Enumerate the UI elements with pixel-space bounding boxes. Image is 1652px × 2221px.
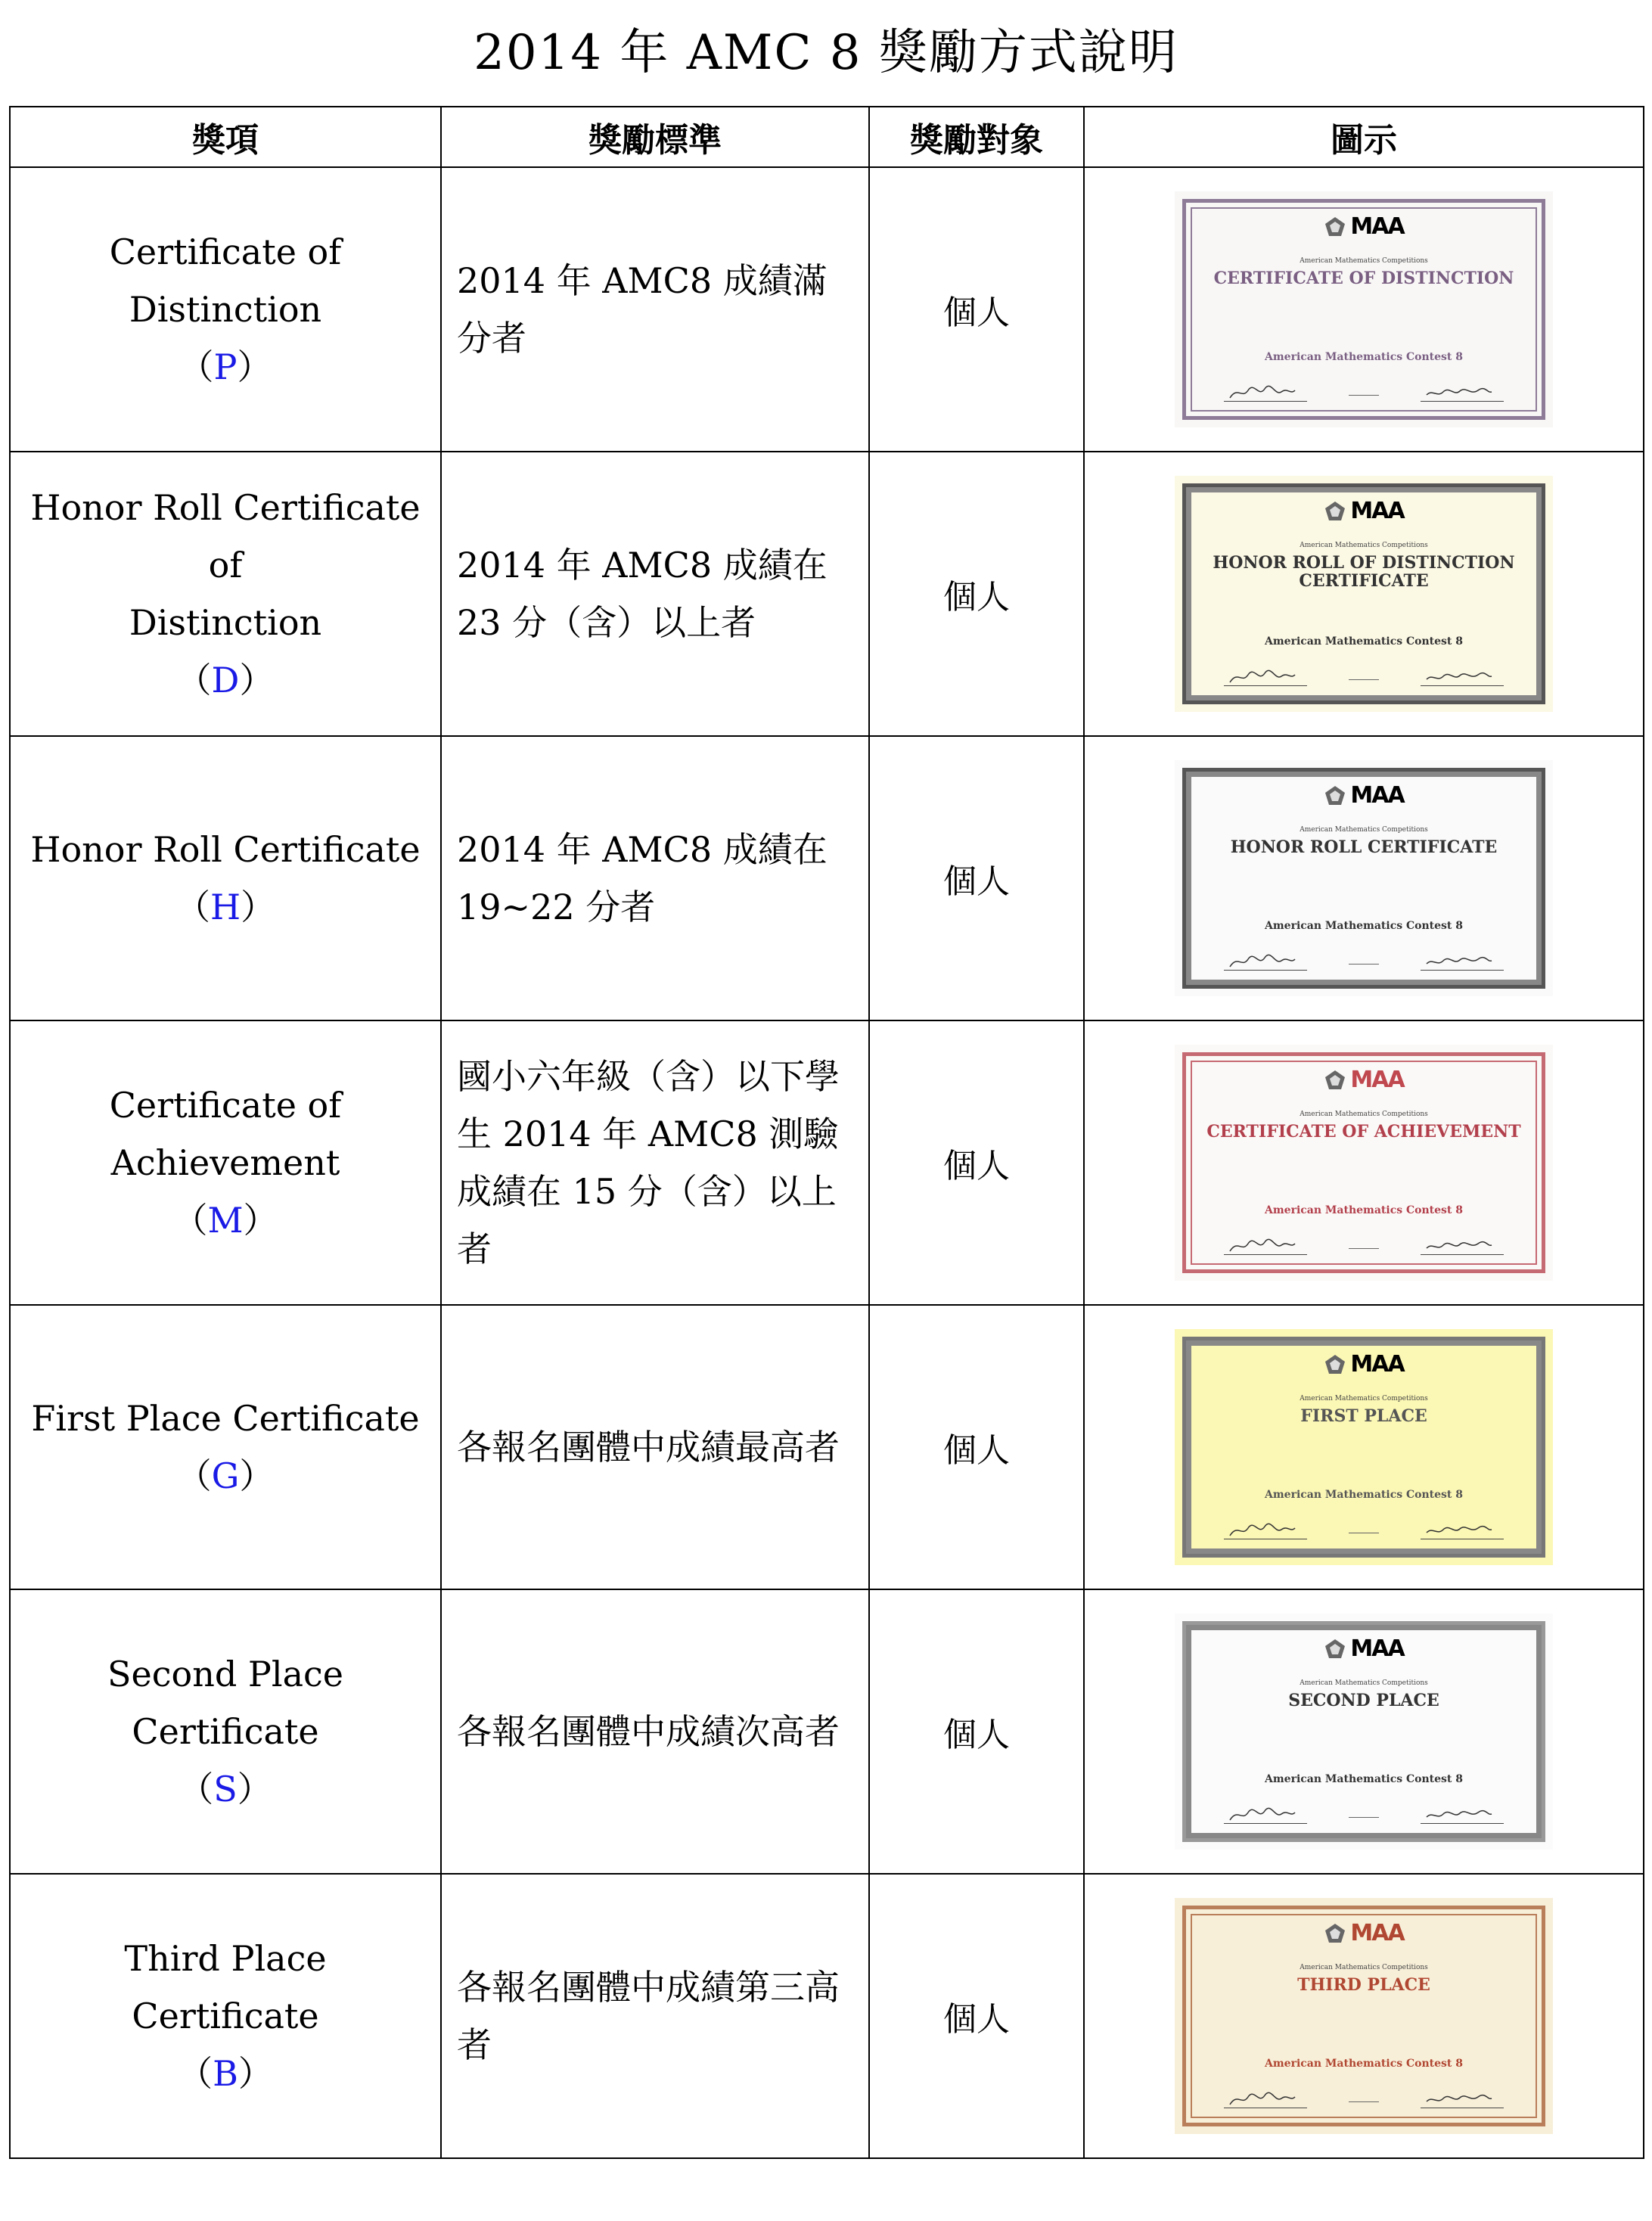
award-code-letter: M [207,1200,244,1241]
header-criteria: 獎勵標準 [441,107,869,167]
award-code-letter: D [211,660,240,700]
figure-cell [1084,1305,1644,1589]
signature-right [1421,2091,1504,2108]
figure-cell [1084,1589,1644,1874]
certificate-border [1182,1337,1545,1558]
award-name [26,1930,425,2045]
certificate-subtitle: American Mathematics Competitions [1300,257,1428,265]
maa-logo-text: MAA [1350,213,1404,240]
target-cell: 個人 [869,1874,1084,2158]
award-name-cell [10,736,441,1020]
maa-logo [1186,1351,1542,1386]
signature-date-line [1349,1817,1379,1818]
award-name-line: First Place Certificate [31,1398,420,1439]
maa-logo [1186,782,1542,817]
maa-logo-text: MAA [1350,498,1404,524]
certificate-subtitle: American Mathematics Competitions [1300,826,1428,834]
certificate-subtitle: American Mathematics Competitions [1300,1964,1428,1971]
maa-logo [1186,213,1542,248]
target-cell: 個人 [869,1305,1084,1589]
certificate-title: CERTIFICATE OF DISTINCTION [1213,269,1514,288]
certificate-contest: American Mathematics Contest 8 [1265,1489,1463,1501]
maa-logo-text: MAA [1350,1635,1404,1662]
signature-left [1224,384,1307,402]
certificate-title: HONOR ROLL CERTIFICATE [1230,837,1498,857]
certificate-title: SECOND PLACE [1288,1691,1439,1710]
award-code: （S） [179,1769,272,1809]
maa-logo-icon [1324,1922,1346,1945]
award-name-line: Third Place Certificate [124,1938,327,2036]
table-row [10,1020,1644,1305]
maa-logo-icon [1324,500,1346,523]
certificate-image [1175,760,1553,996]
awards-table-body [10,167,1644,2158]
certificate-border [1182,1052,1545,1273]
award-name-line: Honor Roll Certificate [30,829,421,870]
target-cell: 個人 [869,167,1084,452]
signature-right [1421,953,1504,971]
signature-left [1224,1238,1307,1255]
target-cell: 個人 [869,736,1084,1020]
certificate-subtitle: American Mathematics Competitions [1300,1110,1428,1118]
table-row [10,1305,1644,1589]
certificate-image [1175,1329,1553,1565]
award-name-cell [10,1020,441,1305]
award-name-cell [10,1874,441,2158]
certificate-border [1182,1621,1545,1842]
award-code: （H） [175,887,276,927]
criteria-cell: 各報名團體中成績次高者 [441,1589,869,1874]
certificate-contest: American Mathematics Contest 8 [1265,1204,1463,1216]
certificate-subtitle: American Mathematics Competitions [1300,1679,1428,1687]
certificate-border [1182,199,1545,420]
table-row [10,1874,1644,2158]
award-code: （B） [178,2053,273,2094]
maa-logo-icon [1324,784,1346,807]
table-header-row [10,107,1644,167]
signature-date-line [1349,679,1379,680]
award-code-letter: B [213,2053,238,2094]
signature-right [1421,669,1504,686]
certificate-title: CERTIFICATE OF ACHIEVEMENT [1206,1122,1521,1142]
signature-date-line [1349,2101,1379,2102]
certificate-image [1175,1898,1553,2134]
header-award: 獎項 [10,107,441,167]
award-name-line: Honor Roll Certificate of [30,487,421,586]
signature-date-line [1349,964,1379,965]
signature-left [1224,953,1307,971]
signature-left [1224,2091,1307,2108]
page-title: 2014 年 AMC 8 獎勵方式說明 [474,25,1178,81]
award-name-line: Second Place Certificate [107,1654,343,1752]
figure-cell [1084,736,1644,1020]
award-code-letter: S [213,1769,238,1809]
award-name-line: Achievement [110,1142,340,1183]
target-cell: 個人 [869,452,1084,736]
award-code: （G） [176,1455,275,1496]
award-name-line: Certificate of Distinction [109,231,342,330]
maa-logo-text: MAA [1350,1067,1404,1093]
table-row [10,736,1644,1020]
award-name [26,1390,425,1447]
criteria-cell: 國小六年級（含）以下學生 2014 年 AMC8 測驗成績在 15 分（含）以上者 [441,1020,869,1305]
certificate-title: THIRD PLACE [1297,1975,1430,1995]
award-name [26,1076,425,1191]
maa-logo-icon [1324,1353,1346,1376]
criteria-cell: 2014 年 AMC8 成績在 19~22 分者 [441,736,869,1020]
certificate-border [1182,1906,1545,2126]
award-name [26,223,425,338]
maa-logo [1186,1635,1542,1670]
certificate-contest: American Mathematics Contest 8 [1265,2058,1463,2070]
certificate-border [1182,768,1545,989]
award-code: （P） [179,346,272,387]
award-code: （D） [176,660,275,700]
signature-right [1421,1806,1504,1824]
table-row [10,1589,1644,1874]
award-name-line: Certificate of [109,1085,342,1126]
figure-cell [1084,1020,1644,1305]
certificate-image [1175,1045,1553,1281]
certificate-contest: American Mathematics Contest 8 [1265,920,1463,932]
signature-right [1421,384,1504,402]
criteria-cell: 2014 年 AMC8 成績在 23 分（含）以上者 [441,452,869,736]
award-code: （M） [172,1200,278,1241]
criteria-cell: 2014 年 AMC8 成績滿分者 [441,167,869,452]
awards-table [9,106,1644,2159]
maa-logo [1186,498,1542,533]
award-name-cell [10,1305,441,1589]
award-code-letter: H [210,887,241,927]
certificate-title: HONOR ROLL OF DISTINCTION CERTIFICATE [1213,553,1515,591]
award-code-letter: P [213,346,238,387]
maa-logo-text: MAA [1350,782,1404,809]
certificate-image [1175,476,1553,712]
signature-right [1421,1522,1504,1539]
award-name [26,479,425,651]
award-code-letter: G [211,1455,240,1496]
certificate-subtitle: American Mathematics Competitions [1300,1395,1428,1402]
maa-logo-icon [1324,216,1346,238]
signature-date-line [1349,1248,1379,1249]
criteria-cell: 各報名團體中成績第三高者 [441,1874,869,2158]
header-target: 獎勵對象 [869,107,1084,167]
certificate-contest: American Mathematics Contest 8 [1265,1773,1463,1785]
header-figure: 圖示 [1084,107,1644,167]
target-cell: 個人 [869,1020,1084,1305]
award-name-cell [10,452,441,736]
signature-left [1224,669,1307,686]
award-name [26,1645,425,1760]
table-row [10,167,1644,452]
maa-logo-text: MAA [1350,1351,1404,1378]
certificate-subtitle: American Mathematics Competitions [1300,542,1428,549]
maa-logo [1186,1920,1542,1955]
certificate-title: FIRST PLACE [1300,1406,1427,1426]
signature-right [1421,1238,1504,1255]
maa-logo [1186,1067,1542,1101]
signature-left [1224,1522,1307,1539]
certificate-image [1175,1614,1553,1850]
maa-logo-icon [1324,1069,1346,1092]
award-name-line: Distinction [129,602,322,643]
certificate-border [1182,483,1545,704]
certificate-contest: American Mathematics Contest 8 [1265,635,1463,648]
certificate-image [1175,191,1553,427]
figure-cell [1084,452,1644,736]
award-name [26,821,425,878]
award-name-cell [10,167,441,452]
figure-cell [1084,167,1644,452]
signature-date-line [1349,395,1379,396]
maa-logo-icon [1324,1638,1346,1660]
signature-left [1224,1806,1307,1824]
figure-cell [1084,1874,1644,2158]
table-row [10,452,1644,736]
maa-logo-text: MAA [1350,1920,1404,1946]
certificate-contest: American Mathematics Contest 8 [1265,351,1463,363]
target-cell: 個人 [869,1589,1084,1874]
criteria-cell: 各報名團體中成績最高者 [441,1305,869,1589]
award-name-cell [10,1589,441,1874]
